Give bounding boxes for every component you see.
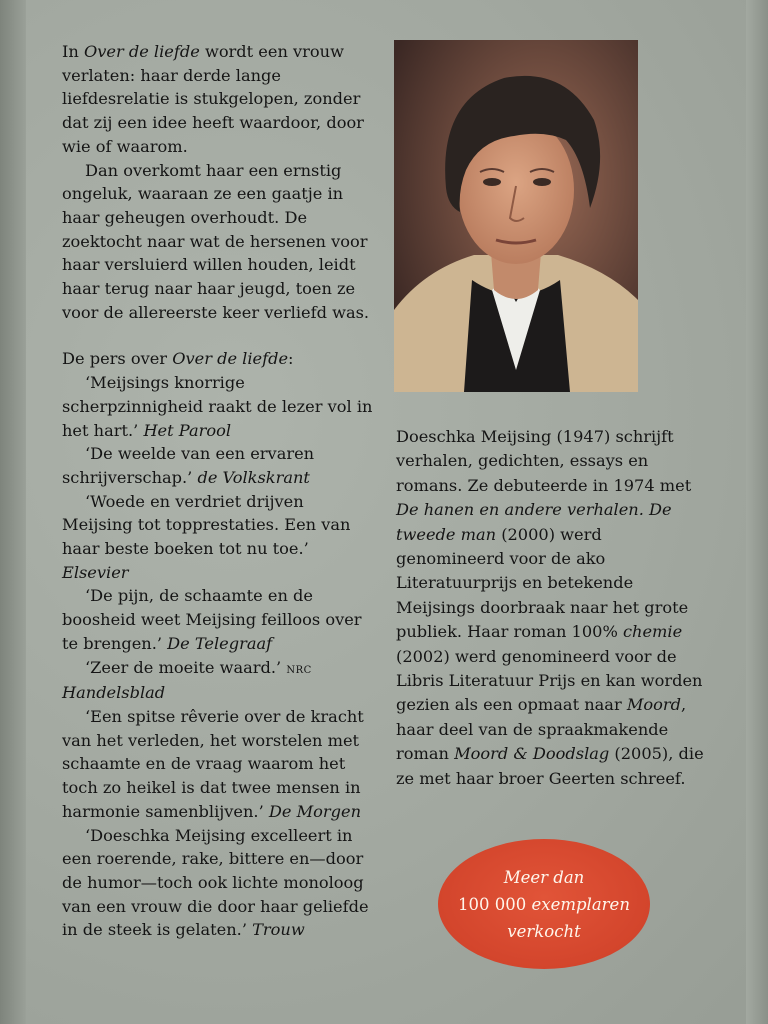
press-quote: ‘Woede en verdriet drijven Meijsing tot topprestaties. Een van haar beste boeken tot nu toe.’ Elsevier <box>62 491 351 582</box>
page-edge <box>746 0 768 1024</box>
quote-source: De Telegraaf <box>167 633 273 653</box>
spine-shadow <box>0 0 26 1024</box>
intro-paragraph-2: Dan overkomt haar een ernstig ongeluk, waaraan ze een gaatje in haar geheugen overhoudt. De zoektocht naar wat de hersenen voor haar versluierd willen houden, leidt haar terug naar haar jeugd, toen ze voor de allereerste keer verliefd was. <box>62 160 370 322</box>
bio-book-title: Moord & Doodslag <box>454 744 610 764</box>
bio-book-title: De hanen en andere verhalen. <box>396 500 644 520</box>
author-bio <box>396 425 714 791</box>
bio-paragraph: Doeschka Meijsing (1947) schrijft verhalen, gedichten, essays en romans. Ze debuteerde in 1974 met De hanen en andere verhalen. De tweede man (2000) werd genomineerd voor de ako Literatuurprijs en betekende Meijsings doorbraak naar het grote publiek. Haar roman 100% chemie (2002) werd genomineerd voor de Libris Literatuur Prijs en kan worden gezien als een opmaat naar Moord, haar deel van de spraakmakende roman Moord & Doodslag (2005), die ze met haar broer Geerten schreef. <box>396 427 704 788</box>
left-column <box>62 40 378 942</box>
badge-line-2: 100 000 exemplaren <box>458 894 630 914</box>
bio-book-title: chemie <box>622 622 683 642</box>
press-heading: De pers over Over de liefde: <box>62 349 294 369</box>
bio-book-title: Moord <box>626 695 682 715</box>
press-quote: ‘Een spitse rêverie over de kracht van het verleden, het worstelen met schaamte en de vraag waarom het toch zo heikel is dat twee mensen in harmonie samenblijven.’ De Morgen <box>62 706 364 821</box>
intro-paragraph-1: In Over de liefde wordt een vrouw verlaten: haar derde lange liefdesrelatie is stukgelopen, zonder dat zij een idee heeft waardoor, door wie of waarom. <box>62 42 364 156</box>
quote-source: Handelsblad <box>62 683 166 703</box>
press-quote: ‘De weelde van een ervaren schrijverschap.’ de Volkskrant <box>62 444 315 487</box>
bio-book-title: De tweede man <box>396 500 672 544</box>
quote-source: De Morgen <box>268 801 362 821</box>
author-portrait-icon <box>394 40 638 392</box>
quote-source-prefix: nrc <box>286 660 312 677</box>
book-title: Over de liefde <box>83 42 200 61</box>
quote-source: de Volkskrant <box>197 467 310 487</box>
sales-badge <box>438 839 650 969</box>
badge-line-3: verkocht <box>507 921 581 941</box>
author-photo <box>394 40 638 392</box>
press-quote: ‘Meijsings knorrige scherpzinnigheid raakt de lezer vol in het hart.’ Het Parool <box>62 373 373 440</box>
quote-source: Elsevier <box>62 562 129 582</box>
press-quote: ‘De pijn, de schaamte en de boosheid weet Meijsing feilloos over te brengen.’ De Telegraaf <box>62 586 362 653</box>
quote-source: Het Parool <box>143 420 232 440</box>
spacer <box>62 324 378 347</box>
quote-source: Trouw <box>252 920 305 940</box>
press-quote: ‘Doeschka Meijsing excelleert in een roerende, rake, bittere en—door de humor—toch ook lichte monoloog van een vrouw die door haar geliefde in de steek is gelaten.’ Trouw <box>62 825 369 940</box>
press-quote: ‘Zeer de moeite waard.’ nrc Handelsblad <box>62 657 312 703</box>
badge-line-1: Meer dan <box>503 867 585 887</box>
